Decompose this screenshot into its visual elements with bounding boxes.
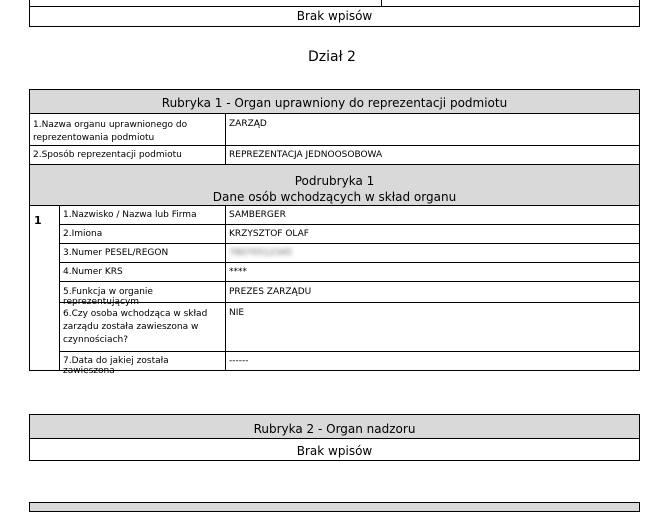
surname-value: SAMBERGER xyxy=(225,205,640,225)
rubryka1-title: Rubryka 1 - Organ uprawniony do reprezentacji podmiotu xyxy=(29,89,640,114)
first-names-value: KRZYSZTOF OLAF xyxy=(225,224,640,244)
top-empty-label: Brak wpisów xyxy=(296,9,373,23)
krs-value: **** xyxy=(225,262,640,282)
subsection-header xyxy=(29,164,640,206)
pesel-value-cell xyxy=(225,243,640,263)
rubryka2-empty-label: Brak wpisów xyxy=(29,438,640,461)
representation-label: 2.Sposób reprezentacji podmiotu xyxy=(29,145,226,165)
function-label: 5.Funkcja w organie reprezentującym xyxy=(59,281,226,303)
subsection-title: Podrubryka 1 xyxy=(294,174,375,188)
rubryka2-table xyxy=(29,414,640,461)
function-value: PREZES ZARZĄDU xyxy=(225,281,640,303)
rubryka1-table xyxy=(29,89,640,376)
pesel-value: 78070512345 xyxy=(229,248,292,258)
next-table-top xyxy=(29,502,640,512)
pesel-label: 3.Numer PESEL/REGON xyxy=(59,243,226,263)
section-title: Dział 2 xyxy=(308,49,356,65)
surname-label: 1.Nazwisko / Nazwa lub Firma xyxy=(59,205,226,225)
rubryka2-title: Rubryka 2 - Organ nadzoru xyxy=(29,414,640,439)
suspended-label: 6.Czy osoba wchodząca w skład zarządu została zawieszona w czynnościach? xyxy=(59,302,226,352)
suspended-value: NIE xyxy=(225,302,640,352)
top-table xyxy=(29,0,640,27)
suspension-date-label: 7.Data do jakiej została zawieszona xyxy=(59,351,226,371)
suspension-date-value: ------ xyxy=(225,351,640,371)
first-names-label: 2.Imiona xyxy=(59,224,226,244)
entry-number: 1 xyxy=(29,205,60,371)
subsection-subtitle: Dane osób wchodzących w skład organu xyxy=(212,190,457,204)
organ-name-value: ZARZĄD xyxy=(225,113,640,146)
krs-label: 4.Numer KRS xyxy=(59,262,226,282)
organ-name-label: 1.Nazwa organu uprawnionego do reprezentowania podmiotu xyxy=(29,113,226,146)
representation-value: REPREZENTACJA JEDNOOSOBOWA xyxy=(225,145,640,165)
